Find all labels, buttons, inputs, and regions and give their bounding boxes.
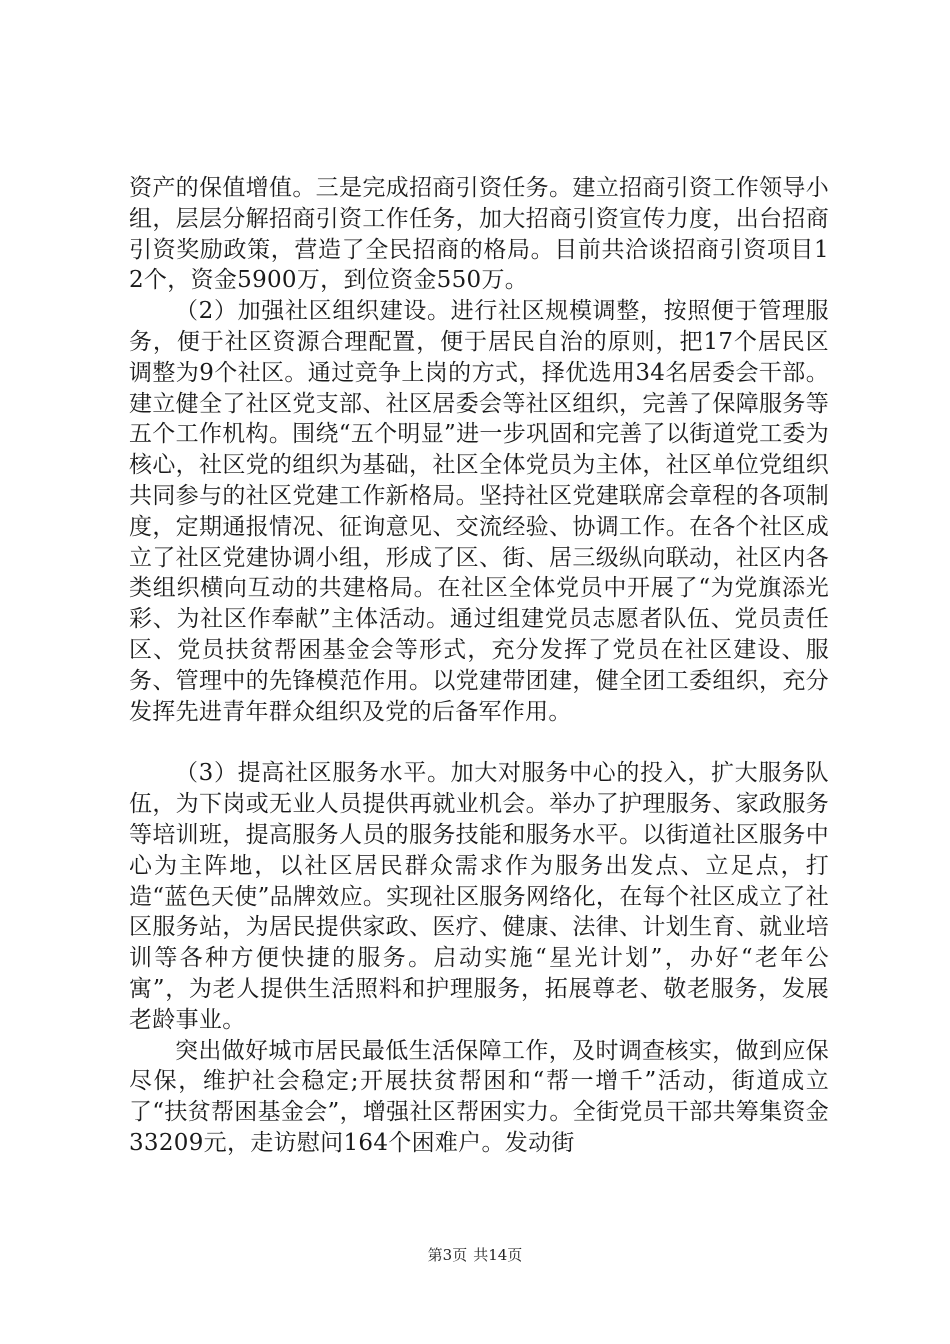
page-footer	[0, 1244, 950, 1265]
paragraph-4: 突出做好城市居民最低生活保障工作，及时调查核实，做到应保尽保，维护社会稳定;开展扶贫帮困和“帮一增千”活动，街道成立了“扶贫帮困基金会”，增强社区帮困实力。全街党员干部共筹集资金33209元，走访慰问164个困难户。发动街	[129, 1037, 829, 1156]
page-number: 第3页	[427, 1246, 468, 1264]
paragraph-1: 资产的保值增值。三是完成招商引资任务。建立招商引资工作领导小组，层层分解招商引资工作任务，加大招商引资宣传力度，出台招商引资奖励政策，营造了全民招商的格局。目前共洽谈招商引资项目12个，资金5900万，到位资金550万。	[129, 175, 829, 294]
paragraph-2: （2）加强社区组织建设。进行社区规模调整，按照便于管理服务，便于社区资源合理配置，便于居民自治的原则，把17个居民区调整为9个社区。通过竞争上岗的方式，择优选用34名居委会干部。建立健全了社区党支部、社区居委会等社区组织，完善了保障服务等五个工作机构。围绕“五个明显”进一步巩固和完善了以街道党工委为核心，社区党的组织为基础，社区全体党员为主体，社区单位党组织共同参与的社区党建工作新格局。坚持社区党建联席会章程的各项制度，定期通报情况、征询意见、交流经验、协调工作。在各个社区成立了社区党建协调小组，形成了区、街、居三级纵向联动，社区内各类组织横向互动的共建格局。在社区全体党员中开展了“为党旗添光彩、为社区作奉献”主体活动。通过组建党员志愿者队伍、党员责任区、党员扶贫帮困基金会等形式，充分发挥了党员在社区建设、服务、管理中的先锋模范作用。以党建带团建，健全团工委组织，充分发挥先进青年群众组织及党的后备军作用。	[129, 298, 829, 725]
paragraph-3: （3）提高社区服务水平。加大对服务中心的投入，扩大服务队伍，为下岗或无业人员提供再就业机会。举办了护理服务、家政服务等培训班，提高服务人员的服务技能和服务水平。以街道社区服务中心为主阵地，以社区居民群众需求作为服务出发点、立足点，打造“蓝色天使”品牌效应。实现社区服务网络化，在每个社区成立了社区服务站，为居民提供家政、医疗、健康、法律、计划生育、就业培训等各种方便快捷的服务。启动实施“星光计划”，办好“老年公寓”，为老人提供生活照料和护理服务，拓展尊老、敬老服务，发展老龄事业。	[129, 760, 829, 1033]
document-body	[129, 173, 829, 1159]
page-total: 共14页	[473, 1246, 523, 1264]
